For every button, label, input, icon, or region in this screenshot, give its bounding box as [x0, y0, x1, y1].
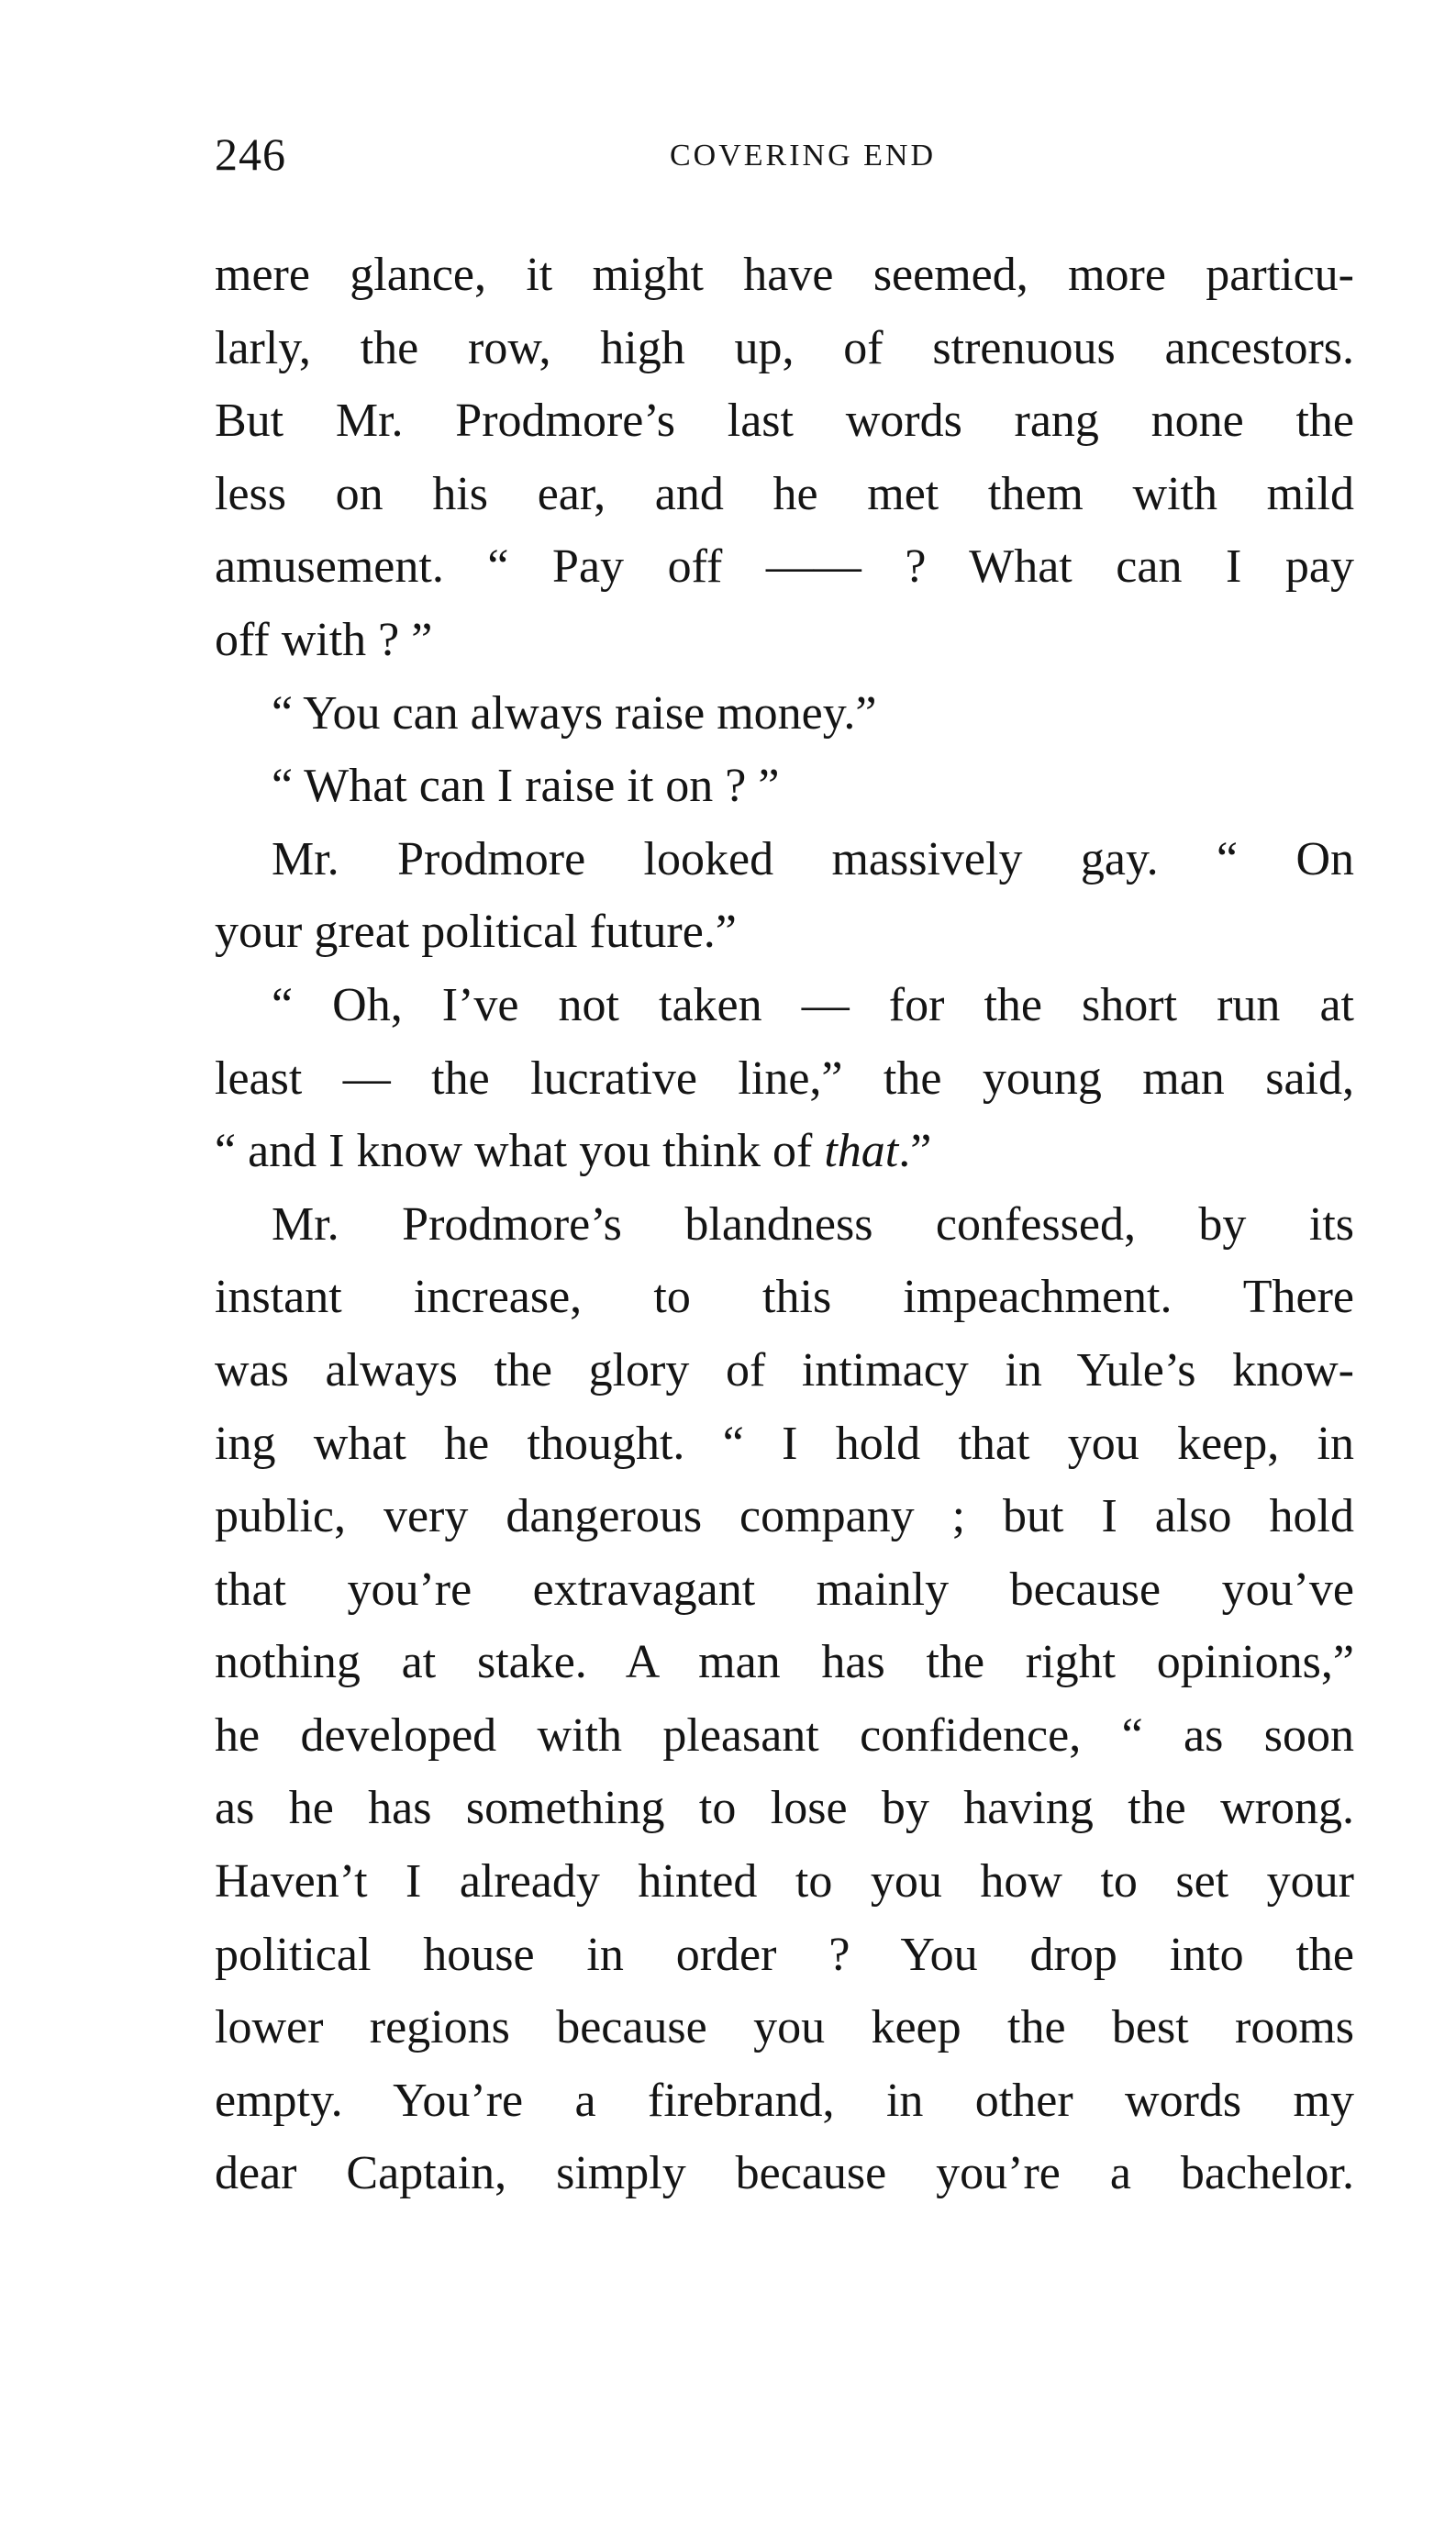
body-text — [215, 239, 1354, 2210]
text-line: least — the lucrative line,” the young man said, — [215, 1052, 1354, 1105]
text-line: amusement. “ Pay off —— ? What can I pay — [215, 540, 1354, 594]
text-line: “ You can always raise money.” — [272, 686, 877, 740]
text-line: nothing at stake. A man has the right opinions,” — [215, 1636, 1354, 1689]
text-line: But Mr. Prodmore’s last words rang none the — [215, 395, 1354, 448]
text-line: “ and I know what you think of that.” — [215, 1125, 932, 1178]
text-line: dear Captain, simply because you’re a bachelor. — [215, 2147, 1354, 2200]
page-number: 246 — [215, 128, 286, 180]
text-line: Haven’t I already hinted to you how to set your — [215, 1855, 1354, 1908]
text-line: as he has something to lose by having the wrong. — [215, 1782, 1354, 1835]
emphasis: that — [824, 1125, 899, 1178]
text-line: political house in order ? You drop into the — [215, 1928, 1354, 1981]
text-line: “ What can I raise it on ? ” — [272, 760, 780, 813]
text-line: Mr. Prodmore looked massively gay. “ On — [272, 832, 1354, 885]
text-line: mere glance, it might have seemed, more particu- — [215, 249, 1354, 301]
text-line: instant increase, to this impeachment. There — [215, 1271, 1354, 1324]
text-line: Mr. Prodmore’s blandness confessed, by its — [272, 1197, 1354, 1251]
text-line: your great political future.” — [215, 906, 737, 959]
text-line: public, very dangerous company ; but I also hold — [215, 1490, 1354, 1543]
running-head: COVERING END — [669, 139, 937, 172]
text-line: he developed with pleasant confidence, “ as soon — [215, 1708, 1354, 1762]
text-line: empty. You’re a firebrand, in other words my — [215, 2074, 1354, 2127]
text-line: less on his ear, and he met them with mild — [215, 467, 1354, 520]
text-line: “ Oh, I’ve not taken — for the short run at — [272, 978, 1354, 1031]
text-line: that you’re extravagant mainly because you’ve — [215, 1563, 1354, 1616]
text-line: larly, the row, high up, of strenuous ancestors. — [215, 321, 1354, 374]
text-line: was always the glory of intimacy in Yule’s know- — [215, 1343, 1354, 1397]
text-line: ing what he thought. “ I hold that you keep, in — [215, 1417, 1354, 1470]
text-line: lower regions because you keep the best rooms — [215, 2001, 1354, 2054]
page-header — [215, 127, 1354, 182]
text-line: off with ? ” — [215, 613, 433, 666]
